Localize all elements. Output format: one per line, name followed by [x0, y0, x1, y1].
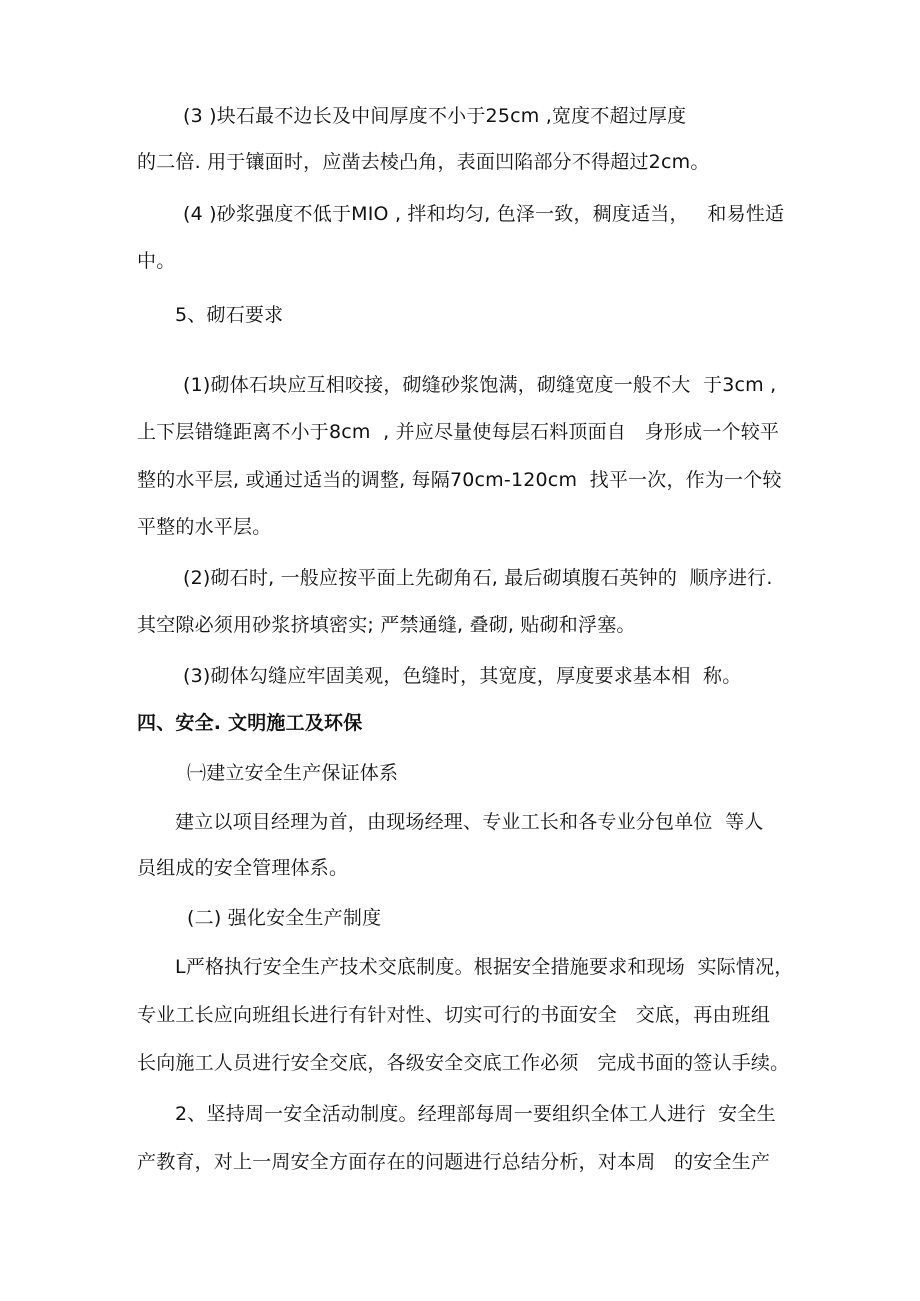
chapter-heading-4: 四、安全. 文明施工及环保: [137, 712, 363, 734]
rule-2-line-1: 2、坚持周一安全活动制度。经理部每周一要组织全体工人进行 安全生: [175, 1103, 776, 1125]
item-1-line-3: 整的水平层, 或通过适当的调整, 每隔70cm-120cm 找平一次，作为一个较: [137, 469, 782, 491]
rule-1-line-3: 长向施工人员进行安全交底，各级安全交底工作必须 完成书面的签认手续。: [137, 1052, 790, 1074]
item-3-line-1: (3)砌体勾缝应牢固美观，色缝时，其宽度，厚度要求基本相 称。: [183, 665, 742, 687]
paragraph-4-line-1: (4 )砂浆强度不低于MIO , 拌和均匀, 色泽一致，稠度适当， 和易性适: [183, 203, 785, 225]
section-heading-5: 5、砌石要求: [175, 304, 284, 326]
body-paragraph-1-line-2: 员组成的安全管理体系。: [137, 857, 349, 879]
rule-1-line-1: L严格执行安全生产技术交底制度。根据安全措施要求和现场 实际情况，: [175, 956, 794, 978]
body-paragraph-1-line-1: 建立以项目经理为首，由现场经理、专业工长和各专业分包单位 等人: [175, 811, 764, 833]
paragraph-4-line-2: 中。: [137, 250, 176, 272]
subheading-1: ㈠建立安全生产保证体系: [187, 762, 399, 784]
item-2-line-1: (2)砌石时, 一般应按平面上先砌角石, 最后砌填腹石英钟的 顺序进行.: [183, 567, 773, 589]
rule-1-line-2: 专业工长应向班组长进行有针对性、切实可行的书面安全 交底，再由班组: [137, 1004, 771, 1026]
item-2-line-2: 其空隙必须用砂浆挤填密实; 严禁通缝, 叠砌, 贴砌和浮塞。: [137, 614, 636, 636]
item-1-line-1: (1)砌体石块应互相咬接，砌缝砂浆饱满，砌缝宽度一般不大 于3cm ,: [183, 374, 777, 396]
item-1-line-2: 上下层错缝距离不小于8cm , 并应尽量使每层石料顶面自 身形成一个较平: [137, 421, 780, 443]
paragraph-3-line-2: 的二倍. 用于镶面时，应凿去棱凸角，表面凹陷部分不得超过2cm。: [137, 151, 710, 173]
item-1-line-4: 平整的水平层。: [137, 516, 272, 538]
subheading-2: (二) 强化安全生产制度: [187, 907, 382, 929]
paragraph-3-line-1: (3 )块石最不边长及中间厚度不小于25cm ,宽度不超过厚度: [183, 105, 687, 127]
rule-2-line-2: 产教育，对上一周安全方面存在的问题进行总结分析，对本周 的安全生产: [137, 1151, 771, 1173]
